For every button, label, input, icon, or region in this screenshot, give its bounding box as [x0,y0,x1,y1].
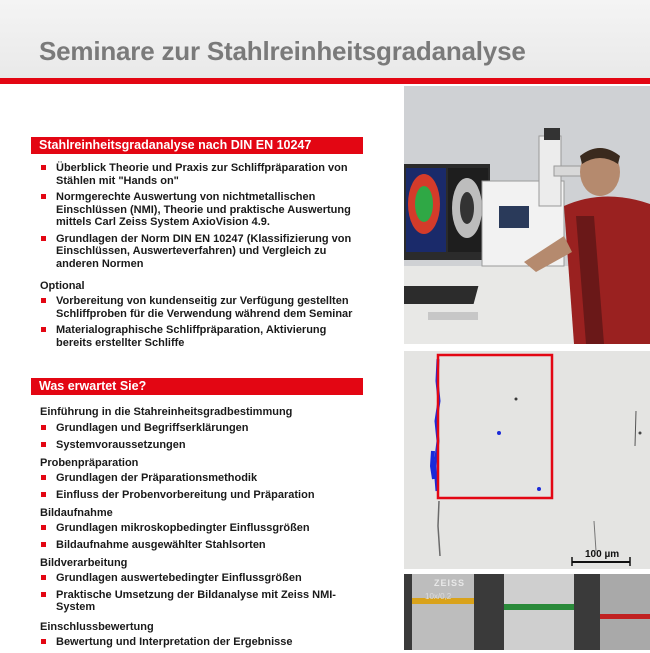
list-item: Grundlagen auswertebedingter Einflussgrößen [40,572,340,585]
list-item: Überblick Theorie und Praxis zur Schliffpräparation von Stählen mit "Hands on" [40,162,365,187]
group-list [40,422,365,455]
header-divider [0,78,650,84]
group-list [40,522,365,555]
group-label: Einschlussbewertung [40,621,154,633]
group-list [40,572,340,618]
lens-spec-label: 10x/0,2 [425,592,452,601]
group-list [40,472,365,505]
scale-bar-label: 100 µm [585,549,620,560]
group-label: Probenpräparation [40,457,139,469]
din-list [40,162,365,274]
list-item: Grundlagen der Norm DIN EN 10247 (Klassifizierung von Einschlüssen, Auswerteverfahren) und Vergleich zu anderen Normen [40,233,365,271]
list-item: Grundlagen und Begriffserklärungen [40,422,365,435]
lab-illustration-icon [404,86,650,344]
optional-label: Optional [40,280,85,292]
list-item: Normgerechte Auswertung von nichtmetallischen Einschlüssen (NMI), Theorie und praktische Auswertung mittels Carl Zeiss System AxioVision 4.9. [40,191,365,229]
micrograph-photo [404,351,650,569]
list-item: Grundlagen der Präparationsmethodik [40,472,365,485]
optional-list [40,295,365,353]
page-title: Seminare zur Stahlreinheitsgradanalyse [39,36,526,66]
group-list [40,636,365,653]
list-item: Praktische Umsetzung der Bildanalyse mit Zeiss NMI-System [40,589,340,614]
micrograph-icon [404,351,650,569]
group-label: Bildaufnahme [40,507,113,519]
list-item: Bewertung und Interpretation der Ergebnisse [40,636,365,649]
section-heading-expect: Was erwartet Sie? [31,378,363,395]
list-item: Vorbereitung von kundenseitig zur Verfügung gestellten Schliffproben für die Verwendung während dem Seminar [40,295,365,320]
list-item: Bildaufnahme ausgewählter Stahlsorten [40,539,365,552]
section-heading-din: Stahlreinheitsgradanalyse nach DIN EN 10247 [31,137,363,154]
list-item: Grundlagen mikroskopbedingter Einflussgrößen [40,522,365,535]
list-item: Materialographische Schliffpräparation, Aktivierung bereits erstellter Schliffe [40,324,365,349]
group-label: Bildverarbeitung [40,557,128,569]
group-label: Einführung in die Stahreinheitsgradbestimmung [40,406,293,418]
list-item: Systemvoraussetzungen [40,439,365,452]
list-item: Einfluss der Probenvorbereitung und Präparation [40,489,365,502]
lens-brand-label: ZEISS [434,578,466,588]
page-header [0,0,650,78]
lab-photo [404,86,650,344]
